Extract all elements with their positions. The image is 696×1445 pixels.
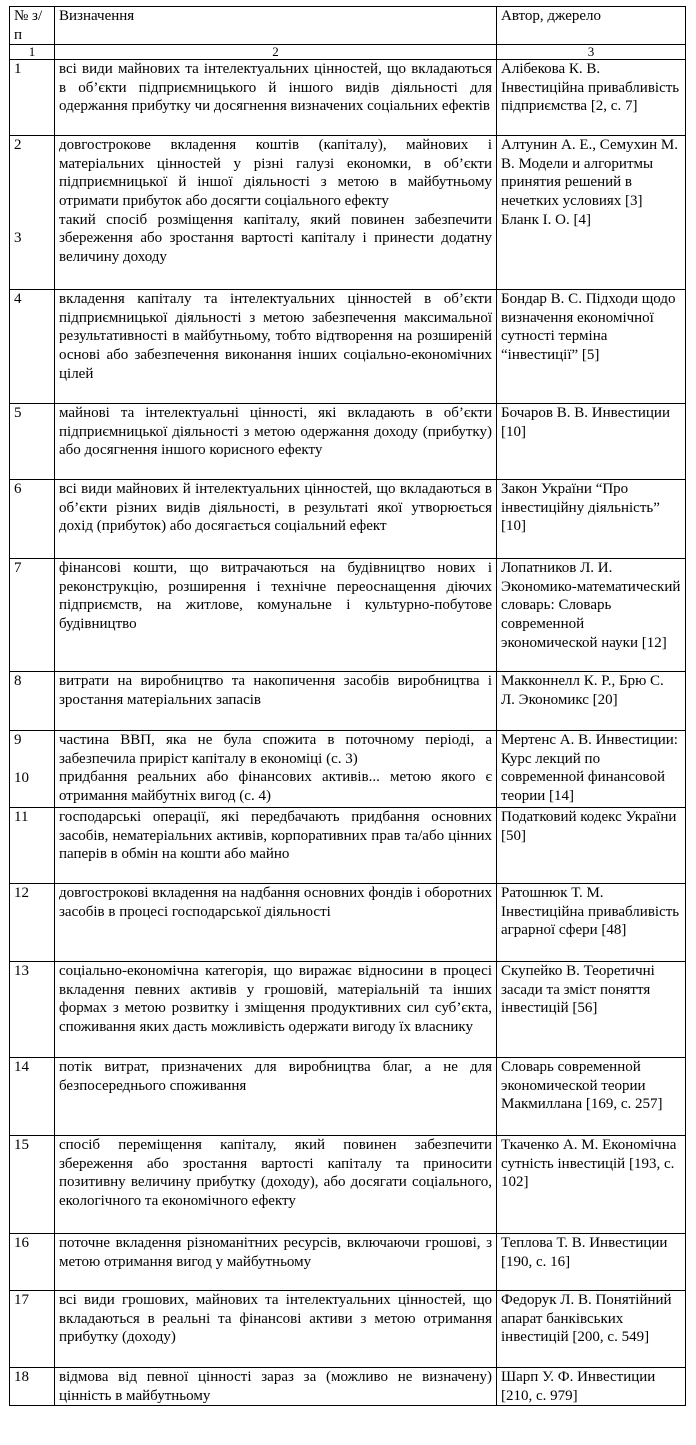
table-row: [10, 1058, 686, 1136]
author-source: Макконнелл К. Р., Брю С. Л. Экономикс [20]: [501, 673, 664, 708]
definition-text: спосіб переміщення капіталу, який повинен забезпечити збереження або зростання вартості капіталу та приносити позитивну величину прибутку (доходу), або досягати соціального, екологічного та економічного ефекту: [59, 1137, 492, 1209]
definition-text: витрати на виробництво та накопичення засобів виробництва і зростання матеріальних запасів: [59, 673, 492, 708]
table-row: [10, 962, 686, 1058]
row-number: 5: [14, 405, 22, 422]
table-row: [10, 559, 686, 672]
author-source: Алібекова К. В. Інвестиційна привабливість підприємства [2, с. 7]: [501, 61, 680, 115]
row-number: 3: [14, 229, 22, 246]
author-source: Податковий кодекс України [50]: [501, 809, 677, 844]
author-source: Бланк І. О. [4]: [501, 211, 591, 228]
table-row: [10, 884, 686, 962]
definition-text: частина ВВП, яка не була спожита в поточному періоді, а забезпечила приріст капіталу в економіці (с. 3): [59, 732, 492, 767]
row-number: 12: [14, 885, 29, 902]
row-number: 18: [14, 1369, 29, 1386]
definition-text: майнові та інтелектуальні цінності, які вкладають в об’єкти підприємницької діяльності з метою одержання доходу (прибутку) або досягнення іншого корисного ефекту: [59, 405, 492, 459]
row-number: 11: [14, 809, 29, 826]
author-source: Закон України “Про інвестиційну діяльність” [10]: [501, 481, 660, 535]
definition-text: довгострокове вкладення коштів (капіталу), майнових і матеріальних цінностей у різні галузі економки, в об’єкти підприємницької й іншої діяльності з метою в майбутньому отримати прибуток або досягти соціального ефекту: [59, 137, 492, 209]
definition-text: придбання реальних або фінансових активів... метою якого є отримання майбутніх вигод (с. 4): [59, 769, 492, 804]
definition-text: довгострокові вкладення на надбання основних фондів і оборотних засобів в процесі господарської діяльності: [59, 885, 492, 920]
row-number: 6: [14, 481, 22, 498]
table-row: [10, 60, 686, 136]
table-row: [10, 1136, 686, 1234]
column-number: 3: [497, 45, 686, 60]
row-number: 4: [14, 291, 22, 308]
column-numbers-row: [10, 45, 686, 60]
table-row: [10, 672, 686, 731]
header-author: Автор, джерело: [497, 7, 686, 45]
row-number: 14: [14, 1059, 29, 1076]
table-row: [10, 1291, 686, 1368]
table-header-row: [10, 7, 686, 45]
definition-text: такий спосіб розміщення капіталу, який повинен забезпечити збереження або зростання вартості капіталу і принести додатну величину доходу: [59, 211, 492, 265]
table-row: [10, 290, 686, 404]
definitions-table: [9, 6, 686, 1406]
definition-text: всі види грошових, майнових та інтелектуальних цінностей, що вкладаються в реальні та фінансові активи з метою отримання прибутку (доходу): [59, 1292, 492, 1346]
author-source: Ратошнюк Т. М. Інвестиційна привабливість аграрної сфери [48]: [501, 885, 680, 939]
definition-text: соціально-економічна категорія, що виражає відносини в процесі вкладення певних активів у грошовій, матеріальній та інших формах з метою розвитку і зміщення продуктивних сил суб’єкта, споживання яких дасть можливість одержати вигоду їх власнику: [59, 963, 492, 1035]
column-number: 2: [55, 45, 497, 60]
author-source: Теплова Т. В. Инвестиции [190, с. 16]: [501, 1235, 668, 1270]
row-number: 9: [14, 732, 22, 749]
row-number: 7: [14, 560, 22, 577]
row-number: 13: [14, 963, 29, 980]
author-source: Алтунин А. Е., Семухин М. В. Модели и алгоритмы принятия решений в нечетких условиях [3]: [501, 137, 678, 209]
table-row: [10, 808, 686, 884]
author-source: Федорук Л. В. Понятійний апарат банківських інвестицій [200, с. 549]: [501, 1292, 672, 1346]
table-row: [10, 404, 686, 480]
header-definition: Визначення: [55, 7, 497, 45]
definition-text: всі види майнових й інтелектуальних цінностей, що вкладаються в об’єкти різних видів діяльності, в результаті якої утворюється дохід (прибуток) або досягається соціальний ефект: [59, 481, 492, 535]
definition-text: фінансові кошти, що витрачаються на будівництво нових і реконструкцію, розширення і технічне переоснащення діючих підприємств, на житлове, комунальне і культурно-побутове будівництво: [59, 560, 492, 632]
author-source: Бочаров В. В. Инвестиции [10]: [501, 405, 670, 440]
definition-text: вкладення капіталу та інтелектуальних цінностей в об’єкти підприємницької діяльності з метою забезпечення максимальної результативності в майбутньому, тобто відтворення на розширеній основі або забезпечення виконання інших соціально-економічних цілей: [59, 291, 492, 382]
row-number: 17: [14, 1292, 29, 1309]
row-number: 10: [14, 769, 29, 786]
definition-text: поточне вкладення різноманітних ресурсів, включаючи грошові, з метою отримання вигод у майбутньому: [59, 1235, 492, 1270]
author-source: Мертенс А. В. Инвестиции: Курс лекций по современной финансовой теории [14]: [501, 732, 678, 804]
row-number: 16: [14, 1235, 29, 1252]
author-source: Бондар В. С. Підходи щодо визначення економічної сутності терміна “інвестиції” [5]: [501, 291, 676, 363]
table-row: [10, 731, 686, 808]
column-number: 1: [10, 45, 55, 60]
author-source: Лопатников Л. И. Экономико-математический словарь: Словарь современной экономической науки [12]: [501, 560, 681, 651]
row-number: 1: [14, 61, 22, 78]
table-row: [10, 1234, 686, 1291]
author-source: Скупейко В. Теоретичні засади та зміст поняття інвестицій [56]: [501, 963, 655, 1017]
header-number: № з/п: [10, 7, 55, 45]
table-row: [10, 480, 686, 559]
row-number: 15: [14, 1137, 29, 1154]
row-number: 8: [14, 673, 22, 690]
table-row: [10, 136, 686, 290]
definition-text: господарські операції, які передбачають придбання основних засобів, нематеріальних активів, корпоративних прав та/або цінних паперів в обмін на кошти або майно: [59, 809, 492, 863]
author-source: Словарь современной экономической теории Макмиллана [169, с. 257]: [501, 1059, 663, 1113]
definition-text: всі види майнових та інтелектуальних цінностей, що вкладаються в об’єкти підприємницького й іншого видів діяльності для одержання прибутку чи досягнення визначених соціальних ефектів: [59, 61, 492, 115]
table-row: [10, 1368, 686, 1406]
author-source: Шарп У. Ф. Инвестиции [210, с. 979]: [501, 1369, 656, 1404]
author-source: Ткаченко А. М. Економічна сутність інвестицій [193, с. 102]: [501, 1137, 677, 1191]
definition-text: відмова від певної цінності зараз за (можливо не визначену) цінність в майбутньому: [59, 1369, 492, 1404]
definition-text: потік витрат, призначених для виробництва благ, а не для безпосереднього споживання: [59, 1059, 492, 1094]
row-number: 2: [14, 137, 22, 154]
